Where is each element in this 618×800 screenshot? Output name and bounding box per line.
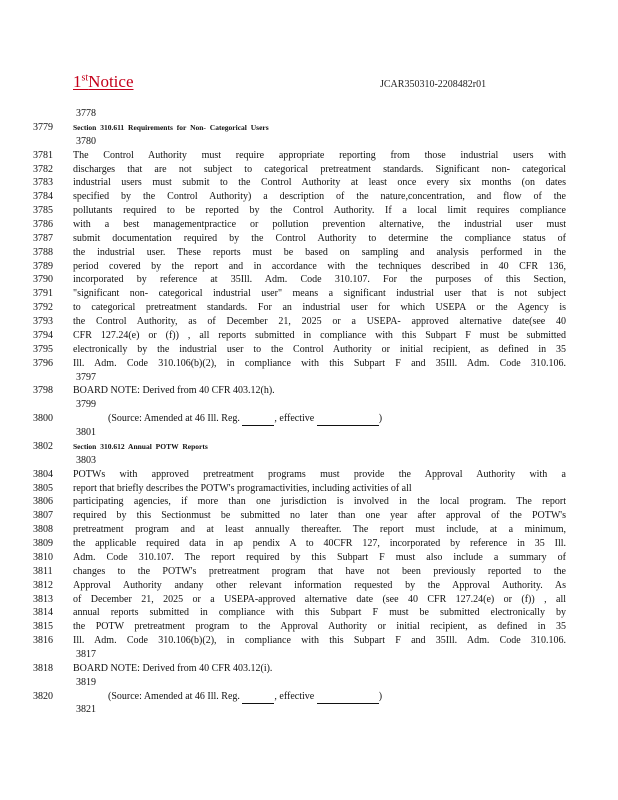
document-line [33, 662, 553, 676]
source-text: (Source: Amended at 46 Ill. Reg. [108, 690, 243, 702]
document-line [33, 676, 553, 690]
document-line [33, 287, 566, 301]
line-number: 3813 [33, 593, 53, 605]
effective-label: effective [279, 690, 317, 702]
notice-heading [73, 72, 134, 92]
line-number: 3816 [33, 635, 53, 647]
notice-superscript: st [81, 72, 89, 84]
line-number: 3793 [33, 316, 53, 327]
document-line [33, 315, 566, 329]
line-marker: 3801 [76, 427, 96, 438]
line-text: pretreatment program and at least annually thereafter. The report must include, at a minimum, [73, 524, 566, 536]
line-text: The Control Authority must require appropriate reporting from those industrial users with [73, 149, 566, 161]
line-text: submit documentation required by the Control Authority to determine the compliance status of [73, 232, 566, 244]
document-line [33, 176, 566, 190]
line-text: BOARD NOTE: Derived from 40 CFR 403.12(i). [73, 662, 273, 674]
line-number: 3802 [33, 440, 53, 452]
line-text [108, 412, 601, 426]
line-number: 3782 [33, 163, 53, 175]
document-line [33, 690, 553, 704]
document-line [33, 190, 566, 204]
document-line [33, 495, 566, 509]
line-number: 3796 [33, 357, 53, 369]
line-marker: 3797 [76, 371, 96, 383]
line-number: 3791 [33, 288, 53, 300]
source-text: (Source: Amended at 46 Ill. Reg. [108, 413, 243, 425]
line-text: participating agencies, if more than one jurisdiction is involved in the local program. The report [73, 496, 566, 508]
line-text: changes to the POTW's pretreatment program that have not been previously reported to the [73, 565, 566, 577]
line-text: CFR 127.24(e) or (f)) , all reports submitted in compliance with this Subpart F must be submitted [73, 329, 566, 341]
line-marker: 3780 [76, 135, 96, 147]
line-text: required by this Sectionmust be submitted no later than one year after approval of the POTW's [73, 510, 566, 522]
document-line [33, 107, 553, 121]
line-text: Approval Authority andany other relevant information requested by the Approval Authority. As [73, 579, 566, 591]
line-text: "significant non- categorical industrial user" means a significant industrial user that is not subject [73, 288, 566, 300]
document-line [33, 703, 553, 717]
document-line [33, 537, 566, 551]
line-text: specified by the Control Authority) a description of the nature,concentration, and flow of the [73, 191, 566, 203]
line-text: the POTW pretreatment program to the Approval Authority or initial recipient, as defined in 35 [73, 621, 566, 633]
line-text: annual reports submitted in compliance with this Subpart F must be submitted electronically by [73, 607, 566, 619]
document-line [33, 384, 553, 398]
document-line [33, 163, 566, 177]
document-line [33, 412, 553, 426]
line-number: 3812 [33, 579, 53, 591]
document-line [33, 246, 566, 260]
line-number: 3795 [33, 343, 53, 355]
line-marker: 3817 [76, 648, 96, 660]
line-text: to categorical pretreatment standards. For an industrial user for which USEPA or the Agency is [73, 302, 566, 314]
document-line [33, 648, 553, 662]
line-text: BOARD NOTE: Derived from 40 CFR 403.12(h). [73, 385, 275, 397]
line-number: 3805 [33, 482, 53, 494]
document-line [33, 620, 566, 634]
document-line [33, 135, 553, 149]
line-marker: 3821 [76, 704, 96, 716]
document-line [33, 218, 566, 232]
document-line [33, 634, 566, 648]
line-marker: 3819 [76, 676, 96, 688]
document-line [33, 523, 566, 537]
line-number: 3818 [33, 662, 53, 674]
document-line [33, 606, 566, 620]
line-text: POTWs with approved pretreatment programs must provide the Approval Authority with a [73, 468, 566, 480]
document-line [33, 398, 553, 412]
document-line [33, 121, 553, 135]
document-line [33, 260, 566, 274]
document-line [33, 593, 566, 607]
document-line [33, 579, 566, 593]
document-line [33, 565, 566, 579]
document-line [33, 273, 566, 287]
document-line [33, 440, 553, 454]
source-separator: , [274, 690, 280, 702]
document-line [33, 426, 553, 440]
line-marker: 3803 [76, 454, 96, 466]
line-number: 3787 [33, 232, 53, 244]
line-number: 3781 [33, 149, 53, 161]
line-number: 3804 [33, 468, 53, 480]
line-number: 3798 [33, 385, 53, 397]
line-text: the industrial user. These reports must be based on sampling and analysis performed in the [73, 246, 566, 258]
line-number: 3785 [33, 205, 53, 217]
line-number: 3800 [33, 413, 53, 425]
notice-number: 1 [73, 72, 82, 91]
line-text: incorporated by reference at 35Ill. Adm. Code 310.107. For the purposes of this Section, [73, 274, 566, 286]
document-line [33, 468, 566, 482]
line-number: 3809 [33, 538, 53, 549]
line-text: electronically by the industrial user to the Control Authority or initial recipient, as defined in 35 [73, 343, 566, 355]
document-line [33, 329, 566, 343]
line-marker: 3799 [76, 399, 96, 411]
line-number: 3820 [33, 690, 53, 702]
line-text: the Control Authority, as of December 21, 2025 or a USEPA- approved alternative date(see 40 [73, 316, 566, 327]
document-line [33, 357, 566, 371]
line-number: 3788 [33, 246, 53, 258]
line-number: 3808 [33, 524, 53, 536]
line-number: 3790 [33, 274, 53, 286]
document-line [33, 371, 553, 385]
line-number: 3794 [33, 329, 53, 341]
document-line [33, 482, 553, 496]
line-number: 3792 [33, 302, 53, 314]
line-number: 3810 [33, 551, 53, 563]
document-line [33, 149, 566, 163]
line-text: report that briefly describes the POTW's programactivities, including activities of all [73, 482, 412, 494]
blank-effective-field [317, 415, 379, 426]
blank-register-field [242, 693, 274, 704]
line-number: 3811 [33, 565, 53, 577]
source-separator: , [274, 413, 280, 425]
line-text: the applicable required data in ap pendix A to 40CFR 127, incorporated by reference in 35 Ill. [73, 538, 566, 549]
line-number: 3789 [33, 260, 53, 272]
line-text: industrial users must submit to the Control Authority at least once every six months (on dates [73, 177, 566, 189]
document-line [33, 454, 553, 468]
source-close: ) [378, 690, 383, 702]
line-text: of December 21, 2025 or a USEPA-approved alternative date (see 40 CFR 127.24(e) or (f)) , all [73, 593, 566, 605]
document-line [33, 509, 566, 523]
line-text: pollutants required to be reported by the Control Authority. If a local limit requires compliance [73, 205, 566, 217]
blank-register-field [242, 415, 274, 426]
line-number: 3814 [33, 607, 53, 619]
line-text: period covered by the report and in accordance with the techniques described in 40 CFR 136, [73, 260, 566, 272]
document-line [33, 343, 566, 357]
line-text: Ill. Adm. Code 310.106(b)(2), in compliance with this Subpart F and 35Ill. Adm. Code 310.106. [73, 635, 566, 647]
line-text [108, 690, 601, 704]
line-text: Ill. Adm. Code 310.106(b)(2), in compliance with this Subpart F and 35Ill. Adm. Code 310.106. [73, 357, 566, 369]
line-number: 3806 [33, 496, 53, 508]
document-line [33, 232, 566, 246]
document-line [33, 301, 566, 315]
line-number: 3815 [33, 621, 53, 633]
line-number: 3779 [33, 121, 53, 133]
line-number: 3786 [33, 219, 53, 230]
line-text: discharges that are not subject to categorical pretreatment standards. Significant non- categorical [73, 163, 566, 175]
section-heading: Section 310.611 Requirements for Non- Categorical Users [73, 122, 269, 132]
source-close: ) [378, 413, 383, 425]
line-number: 3784 [33, 191, 53, 203]
document-line [33, 204, 566, 218]
section-heading: Section 310.612 Annual POTW Reports [73, 441, 208, 451]
notice-word: Notice [88, 72, 134, 91]
line-text: Adm. Code 310.107. The report required by this Subpart F must also include a summary of [73, 551, 566, 563]
document-code: JCAR350310-2208482r01 [380, 79, 487, 90]
line-marker: 3778 [76, 108, 96, 119]
effective-label: effective [279, 413, 317, 425]
line-text: with a best managementpractice or pollution prevention alternative, the industrial user must [73, 219, 566, 230]
document-line [33, 551, 566, 565]
line-number: 3783 [33, 177, 53, 189]
blank-effective-field [317, 693, 379, 704]
line-number: 3807 [33, 510, 53, 522]
